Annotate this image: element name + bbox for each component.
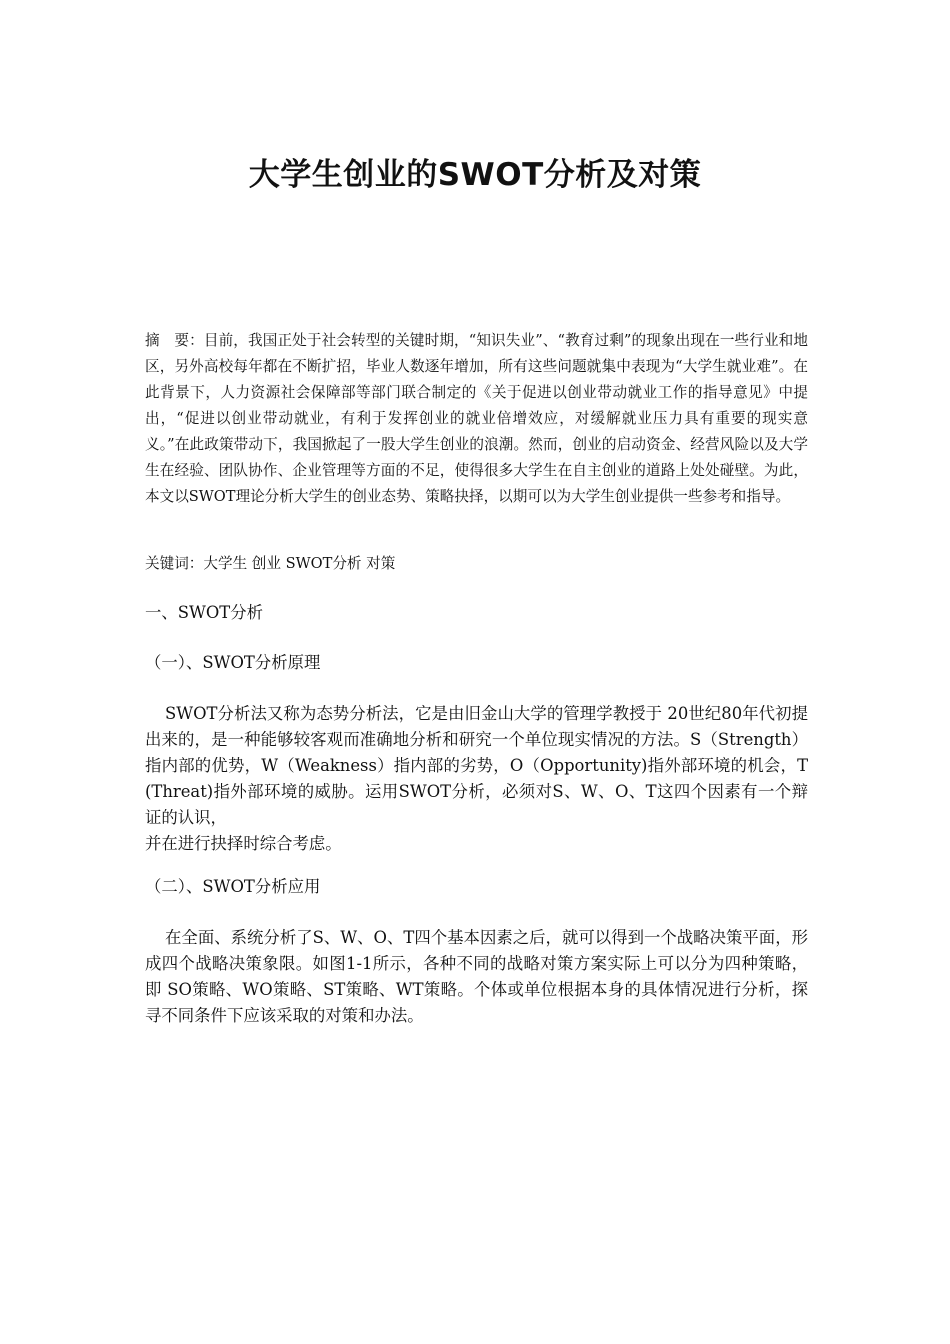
document-title: 大学生创业的SWOT分析及对策 bbox=[248, 157, 702, 193]
abstract-paragraph: 摘 要：目前，我国正处于社会转型的关键时期，“知识失业”、“教育过剩”的现象出现在一些行业和地区，另外高校每年都在不断扩招，毕业人数逐年增加，所有这些问题就集中表现为“大学生就业难”。在此背景下，人力资源社会保障部等部门联合制定的《关于促进以创业带动就业工作的指导意见》中提出，“促进以创业带动就业，有利于发挥创业的就业倍增效应，对缓解就业压力具有重要的现实意义。”在此政策带动下，我国掀起了一股大学生创业的浪潮。然而，创业的启动资金、经营风险以及大学生在经验、团队协作、企业管理等方面的不足，使得很多大学生在自主创业的道路上处处碰壁。为此，本文以SWOT理论分析大学生的创业态势、策略抉择，以期可以为大学生创业提供一些参考和指导。 bbox=[145, 332, 808, 505]
keywords-line: 关键词：大学生 创业 SWOT分析 对策 bbox=[145, 555, 396, 572]
subsection-heading-swot-principle: （一）、SWOT分析原理 bbox=[145, 653, 321, 672]
swot-principle-text: SWOT分析法又称为态势分析法，它是由旧金山大学的管理学教授于 20世纪80年代初提出来的，是一种能够较客观而准确地分析和研究一个单位现实情况的方法。S（Strength）指内部的优势，W（Weakness）指内部的劣势，O（Opportunity)指外部环境的机会，T(Threat)指外部环境的威胁。运用SWOT分析，必须对S、W、O、T这四个因素有一个辩证的认识， bbox=[145, 704, 808, 827]
swot-principle-paragraph bbox=[145, 701, 808, 857]
subsection-heading-swot-application: （二）、SWOT分析应用 bbox=[145, 877, 321, 896]
section-heading-swot-analysis: 一、SWOT分析 bbox=[145, 603, 264, 622]
swot-principle-last-line: 并在进行抉择时综合考虑。 bbox=[145, 834, 342, 853]
swot-application-paragraph bbox=[145, 925, 808, 1029]
swot-application-text: 在全面、系统分析了S、W、O、T四个基本因素之后，就可以得到一个战略决策平面，形成四个战略决策象限。如图1-1所示，各种不同的战略对策方案实际上可以分为四种策略，即 SO策略、WO策略、ST策略、WT策略。个体或单位根据本身的具体情况进行分析，探寻不同条件下应该采取的对策和办法。 bbox=[145, 928, 808, 1025]
